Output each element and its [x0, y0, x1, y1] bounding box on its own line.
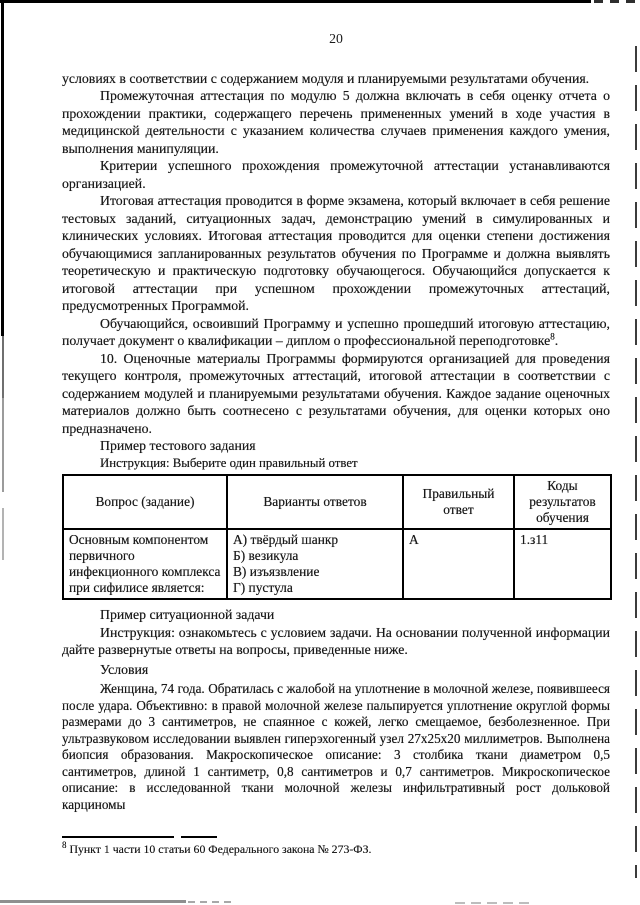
scan-artifact-bottom-line [188, 901, 234, 903]
footnote-reference: 8 [550, 331, 555, 342]
table-header-answer-options: Варианты ответов [227, 475, 403, 529]
table-header-row [63, 475, 611, 529]
table-header-result-codes: Коды результатов обучения [514, 475, 611, 529]
table-row [63, 529, 611, 599]
conditions-label: Условия [100, 661, 149, 677]
body-paragraph: Критерии успешного прохождения промежуточной аттестации устанавливаются организацией. [62, 158, 610, 191]
test-example-title: Пример тестового задания [100, 438, 256, 453]
condition-text: Женщина, 74 года. Обратилась с жалобой на уплотнение в молочной железе, появившееся после удара. Объективно: в правой молочной железе пальпируется уплотнение округлой формы размерами до 3 сантиметров, не спаянное с кожей, легко смещаемое, безболезненное. При ультразвуковом исследовании выявлен гиперэхогенный узел 27х25х20 миллиметров. Выполнена биопсия образования. Макроскопическое описание: 3 столбика ткани диаметром 0,5 сантиметров, длиной 1 сантиметр, 0,8 сантиметров и 0,7 сантиметров. Микроскопическое описание: в исследованной ткани молочной железы инфильтративный рост дольковой карциномы [62, 681, 610, 812]
footnote-marker: 8 [62, 840, 67, 851]
paragraph-text: Обучающийся, освоивший Программу и успешно прошедший итоговую аттестацию, получает документ о квалификации – диплом о профессиональной переподготовке [62, 315, 610, 348]
test-question-table [62, 474, 612, 600]
answer-option: В) изъязвление [233, 564, 320, 579]
answer-options-cell [227, 529, 403, 599]
scan-artifact-top-border [0, 0, 591, 3]
paragraph-text: . [554, 333, 559, 348]
body-paragraph: условиях в соответствии с содержанием модуля и планируемыми результатами обучения. [62, 70, 590, 86]
answer-option: А) твёрдый шанкр [233, 532, 339, 547]
body-paragraph: Промежуточная аттестация по модулю 5 должна включать в себя оценку отчета о прохождении практики, содержащего перечень примененных умений в ходе участия в медицинской деятельности с указанием количества случаев применения каждого умения, выполнения манипуляции. [62, 88, 610, 156]
table-header-question: Вопрос (задание) [63, 475, 227, 529]
scan-artifact-left-border-fade [2, 508, 4, 560]
case-example-instruction: Инструкция: ознакомьтесь с условием задачи. На основании полученной информации дайте развернутые ответы на вопросы, приведенные ниже. [62, 624, 610, 657]
page-number: 20 [329, 31, 343, 46]
question-cell: Основным компонентом первичного инфекционного комплекса при сифилисе является: [63, 529, 227, 599]
scan-artifact-left-border-fade [2, 336, 4, 398]
body-paragraph [62, 315, 610, 350]
scan-artifact-left-border-fade [2, 398, 4, 492]
footnote-separator-rule [62, 836, 217, 838]
case-example-title: Пример ситуационной задачи [100, 607, 275, 622]
footnote-text [62, 842, 610, 856]
scan-artifact-left-border [1, 0, 4, 336]
result-codes-cell: 1.з11 [514, 529, 611, 599]
scan-artifact-top-border-right [594, 0, 640, 3]
page-content [62, 30, 610, 813]
scan-artifact-right-border [635, 46, 637, 878]
scan-artifact-bottom-line [0, 900, 186, 903]
body-paragraph: Итоговая аттестация проводится в форме экзамена, который включает в себя решение тестовых заданий, ситуационных задач, демонстрацию умений в симулированных и клинических условиях. Итоговая аттестация проводится для оценки степени достижения обучающимися запланированных результатов обучения по Программе и должна выявлять теоретическую и практическую подготовку обучающегося. Обучающийся допускается к итоговой аттестации при успешном прохождении промежуточных аттестаций, предусмотренных Программой. [62, 193, 610, 313]
test-example-instruction: Инструкция: Выберите один правильный ответ [100, 455, 358, 470]
correct-answer-cell: А [403, 529, 514, 599]
footnote-text-body: Пункт 1 части 10 статьи 60 Федерального закона № 273-ФЗ. [69, 842, 372, 856]
table-header-correct-answer: Правильный ответ [403, 475, 514, 529]
body-paragraph: 10. Оценочные материалы Программы формируются организацией для проведения текущего контроля, промежуточных аттестаций, итоговой аттестации в соответствии с содержанием модулей и планируемыми результатами обучения. Каждое задание оценочных материалов должно быть соотнесено с результатами обучения, для оценки которых оно предназначено. [62, 350, 610, 436]
scan-artifact-bottom-line [455, 902, 531, 904]
answer-option: Б) везикула [233, 548, 299, 563]
footnote [62, 836, 610, 856]
answer-option: Г) пустула [233, 580, 293, 595]
